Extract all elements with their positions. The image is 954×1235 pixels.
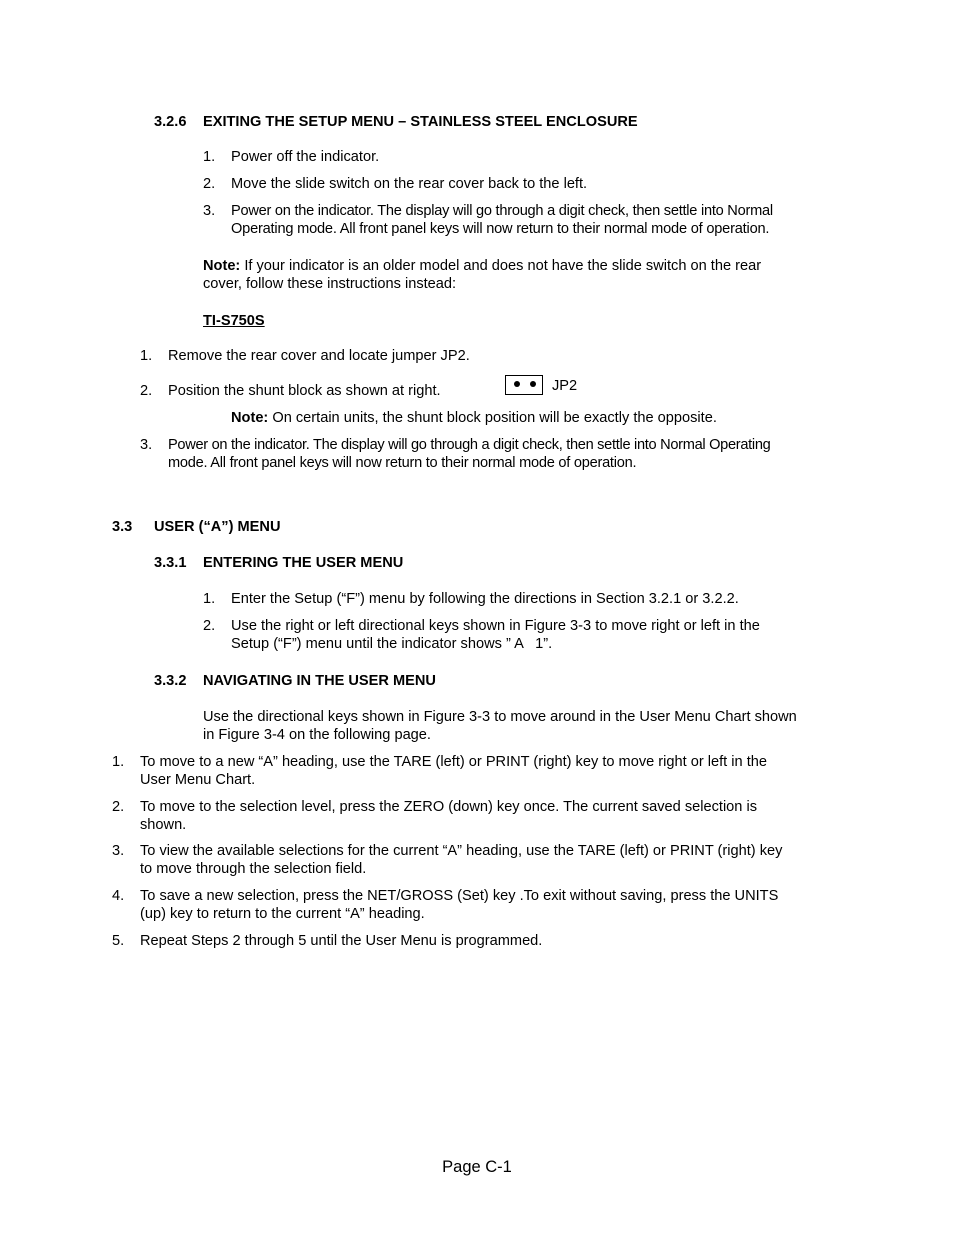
intro-paragraph: Use the directional keys shown in Figure 3-3 to move around in the User Menu Chart shown bbox=[203, 709, 797, 725]
section-title-3-3-1: ENTERING THE USER MENU bbox=[203, 555, 404, 571]
section-number-3-2-6: 3.2.6 bbox=[154, 114, 187, 130]
model-heading: TI-S750S bbox=[203, 313, 265, 329]
list-item-number: 1. bbox=[112, 754, 125, 770]
list-item-number: 1. bbox=[140, 348, 153, 364]
list-item-text-continued: to move through the selection field. bbox=[140, 861, 367, 877]
note-label: Note: bbox=[203, 258, 241, 274]
list-item-text: Enter the Setup (“F”) menu by following the directions in Section 3.2.1 or 3.2.2. bbox=[231, 591, 739, 607]
list-item-text-continued: Setup (“F”) menu until the indicator shows ” A 1”. bbox=[231, 636, 553, 652]
section-number-3-3-1: 3.3.1 bbox=[154, 555, 187, 571]
list-item-text: Use the right or left directional keys shown in Figure 3-3 to move right or left in the bbox=[231, 618, 760, 634]
note-paragraph bbox=[231, 409, 717, 427]
list-item-text: Position the shunt block as shown at right. bbox=[168, 383, 441, 399]
jumper-pin-icon bbox=[514, 381, 520, 387]
note-label: Note: bbox=[231, 410, 269, 426]
list-item-text-continued: User Menu Chart. bbox=[140, 772, 256, 788]
section-number-3-3-2: 3.3.2 bbox=[154, 673, 187, 689]
shunt-block-diagram bbox=[505, 375, 543, 395]
section-title-3-3-2: NAVIGATING IN THE USER MENU bbox=[203, 673, 436, 689]
list-item-number: 2. bbox=[203, 618, 216, 634]
list-item-text-continued: (up) key to return to the current “A” heading. bbox=[140, 906, 425, 922]
list-item-text: To save a new selection, press the NET/GROSS (Set) key .To exit without saving, press the UNITS bbox=[140, 888, 779, 904]
list-item-number: 3. bbox=[140, 437, 153, 453]
list-item-number: 2. bbox=[140, 383, 153, 399]
list-item-number: 3. bbox=[203, 203, 216, 219]
page-number: Page C-1 bbox=[442, 1158, 512, 1176]
list-item-text: Move the slide switch on the rear cover back to the left. bbox=[231, 176, 588, 192]
list-item-number: 1. bbox=[203, 591, 216, 607]
intro-paragraph-continued: in Figure 3-4 on the following page. bbox=[203, 727, 431, 743]
jumper-pin-icon bbox=[530, 381, 536, 387]
jumper-label: JP2 bbox=[552, 378, 578, 394]
list-item-text: Remove the rear cover and locate jumper JP2. bbox=[168, 348, 470, 364]
note-paragraph-continued: cover, follow these instructions instead: bbox=[203, 276, 457, 292]
list-item-text-continued: mode. All front panel keys will now return to their normal mode of operation. bbox=[168, 455, 637, 471]
section-title-3-2-6: EXITING THE SETUP MENU – STAINLESS STEEL ENCLOSURE bbox=[203, 114, 638, 130]
note-text: On certain units, the shunt block position will be exactly the opposite. bbox=[268, 410, 717, 426]
list-item-text-continued: Operating mode. All front panel keys will now return to their normal mode of operation. bbox=[231, 221, 770, 237]
note-paragraph bbox=[203, 257, 761, 275]
list-item-number: 3. bbox=[112, 843, 125, 859]
list-item-number: 2. bbox=[203, 176, 216, 192]
list-item-text-continued: shown. bbox=[140, 817, 187, 833]
section-title-3-3: USER (“A”) MENU bbox=[154, 519, 281, 535]
list-item-text: Repeat Steps 2 through 5 until the User Menu is programmed. bbox=[140, 933, 543, 949]
list-item-number: 1. bbox=[203, 149, 216, 165]
note-text: If your indicator is an older model and does not have the slide switch on the rear bbox=[240, 258, 762, 274]
list-item-number: 2. bbox=[112, 799, 125, 815]
list-item-text: To move to the selection level, press the ZERO (down) key once. The current saved selection is bbox=[140, 799, 758, 815]
list-item-text: Power on the indicator. The display will go through a digit check, then settle into Normal bbox=[231, 203, 773, 219]
list-item-text: Power on the indicator. The display will go through a digit check, then settle into Normal Operating bbox=[168, 437, 771, 453]
section-number-3-3: 3.3 bbox=[112, 519, 133, 535]
list-item-text: Power off the indicator. bbox=[231, 149, 380, 165]
list-item-number: 4. bbox=[112, 888, 125, 904]
list-item-text: To view the available selections for the current “A” heading, use the TARE (left) or PRINT (right) key bbox=[140, 843, 783, 859]
list-item-text: To move to a new “A” heading, use the TARE (left) or PRINT (right) key to move right or left in the bbox=[140, 754, 767, 770]
list-item-number: 5. bbox=[112, 933, 125, 949]
